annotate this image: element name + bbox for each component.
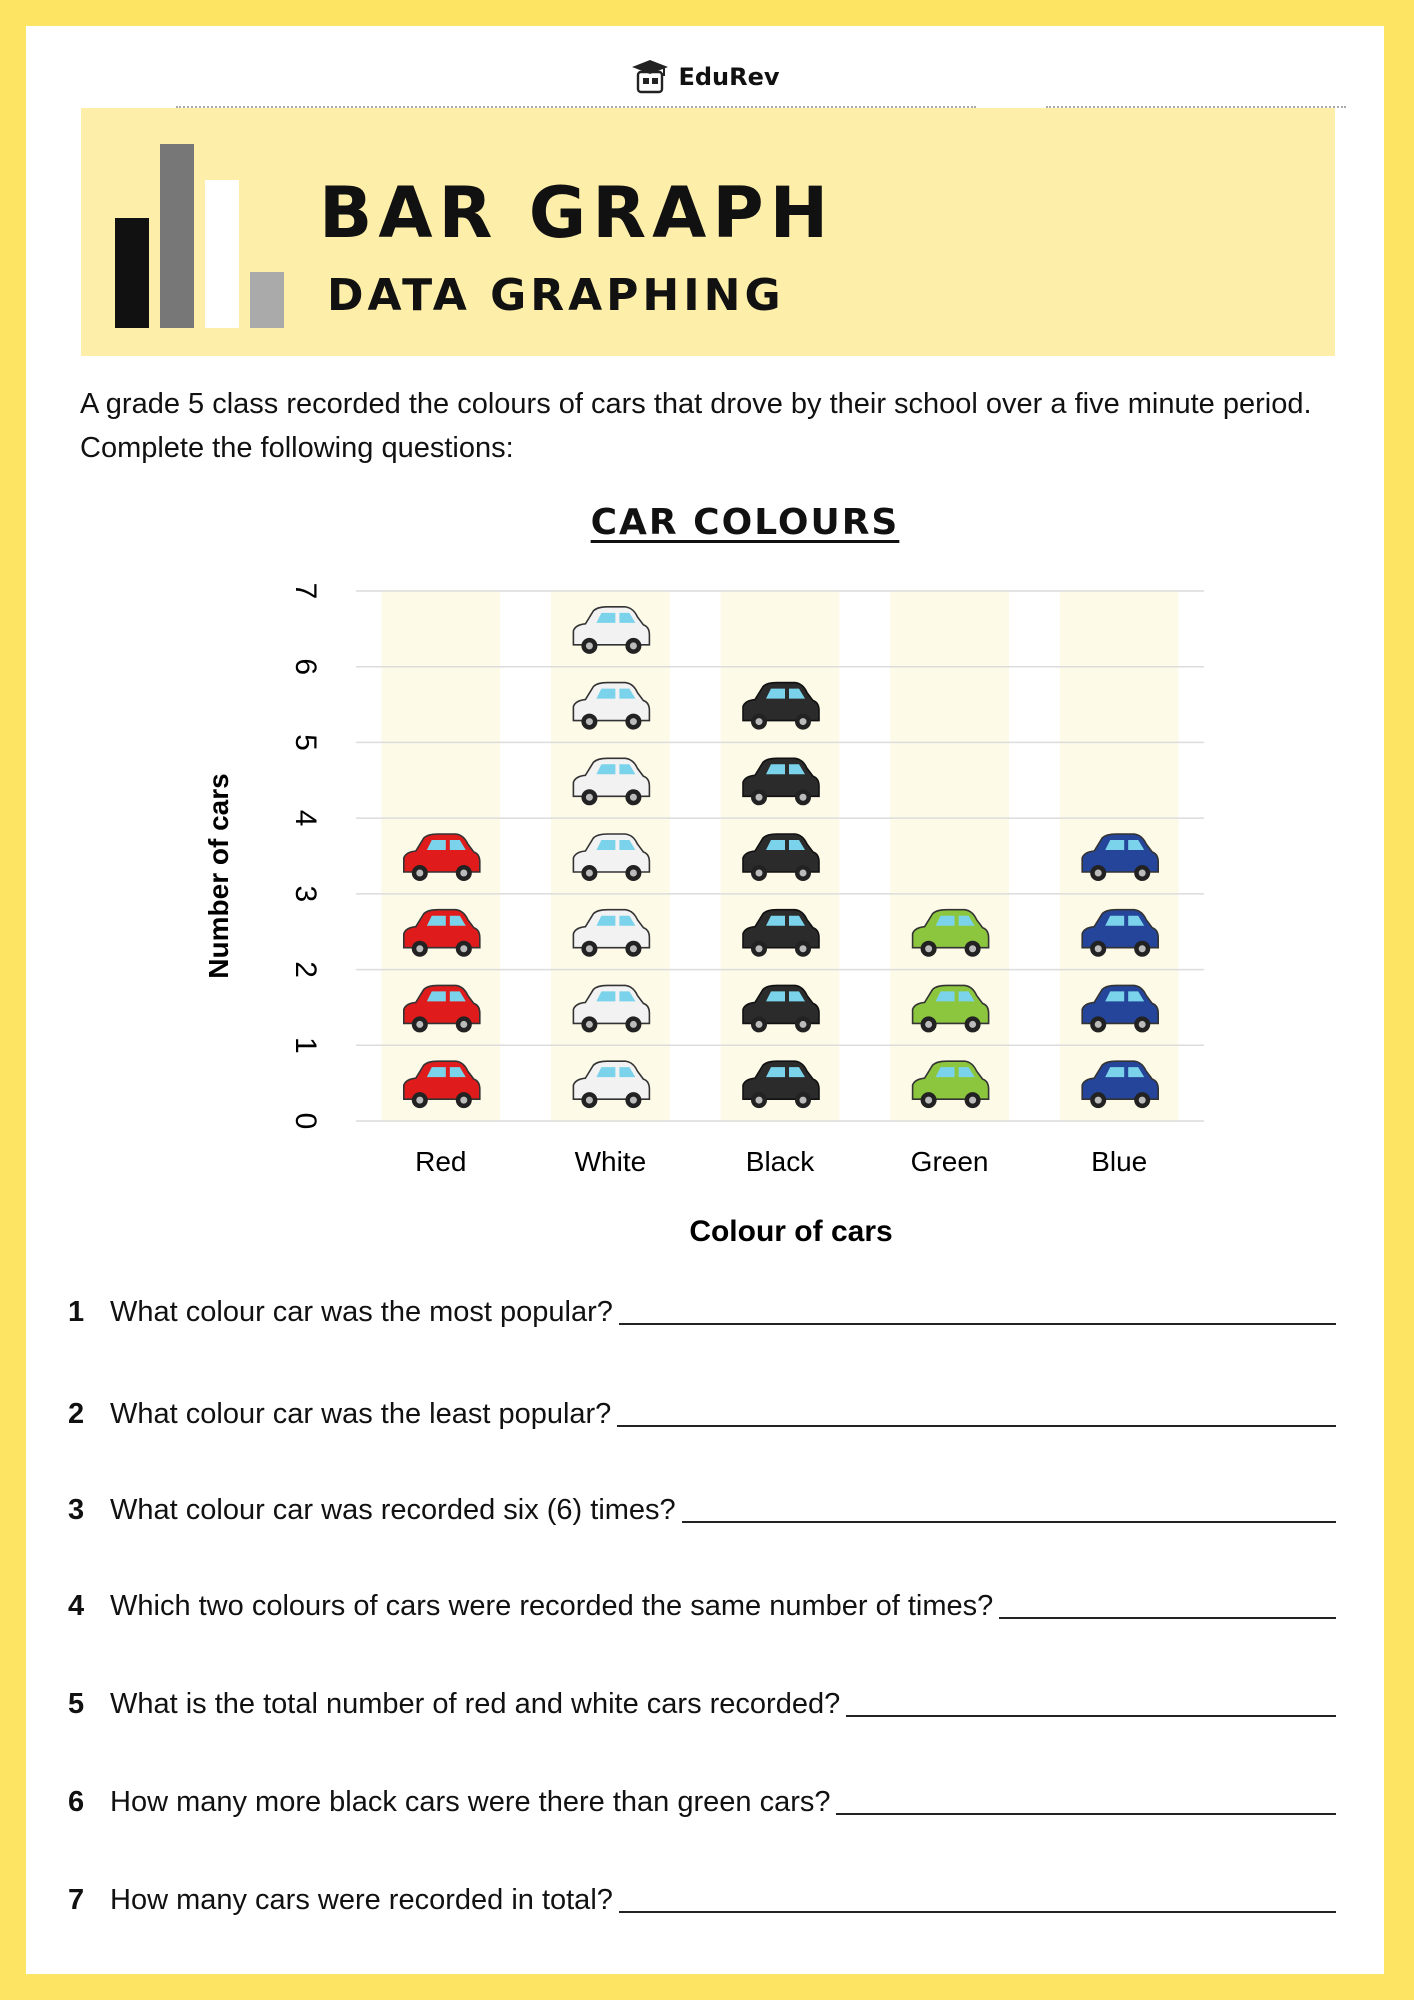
question-text: Which two colours of cars were recorded the same number of times? xyxy=(110,1590,994,1622)
question-text: What colour car was the most popular? xyxy=(110,1296,613,1328)
question-row xyxy=(68,1296,1336,1329)
question-row xyxy=(68,1398,1336,1431)
answer-line[interactable] xyxy=(999,1617,1336,1619)
x-axis-label: Colour of cars xyxy=(689,1215,893,1248)
x-tick-label: Black xyxy=(745,1146,815,1177)
y-tick-label: 0 xyxy=(289,1112,322,1130)
answer-line[interactable] xyxy=(617,1425,1336,1427)
x-tick-label: Green xyxy=(910,1146,989,1177)
answer-line[interactable] xyxy=(836,1813,1336,1815)
y-tick-label: 4 xyxy=(289,809,322,827)
page-subtitle: DATA GRAPHING xyxy=(327,270,785,321)
question-text: What is the total number of red and white cars recorded? xyxy=(110,1688,841,1720)
chart-title: CAR COLOURS xyxy=(590,502,900,543)
question-text: What colour car was the least popular? xyxy=(110,1398,612,1430)
x-tick-label: Blue xyxy=(1091,1146,1148,1177)
question-number: 5 xyxy=(68,1688,85,1720)
question-row xyxy=(68,1590,1336,1623)
question-row xyxy=(68,1786,1336,1819)
y-tick-label: 5 xyxy=(289,734,322,751)
brand-name: EduRev xyxy=(678,63,780,91)
question-number: 7 xyxy=(68,1884,85,1916)
question-row xyxy=(68,1494,1336,1527)
answer-line[interactable] xyxy=(846,1715,1336,1717)
answer-line[interactable] xyxy=(619,1323,1336,1325)
question-row xyxy=(68,1688,1336,1721)
question-text: How many cars were recorded in total? xyxy=(110,1884,613,1916)
answer-line[interactable] xyxy=(619,1911,1336,1913)
question-number: 1 xyxy=(68,1296,85,1328)
instructions-text: A grade 5 class recorded the colours of cars that drove by their school over a five minute period. Complete the following questions: xyxy=(80,388,1312,464)
y-axis-label: Number of cars xyxy=(203,773,234,979)
y-tick-label: 2 xyxy=(289,961,322,978)
question-row xyxy=(68,1884,1336,1917)
y-tick-label: 6 xyxy=(289,658,322,676)
question-text: What colour car was recorded six (6) times? xyxy=(110,1494,676,1526)
y-tick-label: 3 xyxy=(289,885,322,903)
question-number: 4 xyxy=(68,1590,85,1622)
question-text: How many more black cars were there than green cars? xyxy=(110,1786,831,1818)
answer-line[interactable] xyxy=(682,1521,1336,1523)
car-colours-chart xyxy=(26,26,1384,1266)
x-tick-label: White xyxy=(574,1146,647,1177)
column-bg-green xyxy=(890,591,1009,1121)
x-tick-label: Red xyxy=(415,1146,467,1177)
y-tick-label: 1 xyxy=(288,1036,322,1054)
question-number: 3 xyxy=(68,1494,85,1526)
page-title: BAR GRAPH xyxy=(319,172,835,254)
question-number: 6 xyxy=(68,1786,85,1818)
y-tick-label: 7 xyxy=(289,582,322,600)
question-number: 2 xyxy=(68,1398,85,1430)
worksheet-page xyxy=(26,26,1384,1974)
